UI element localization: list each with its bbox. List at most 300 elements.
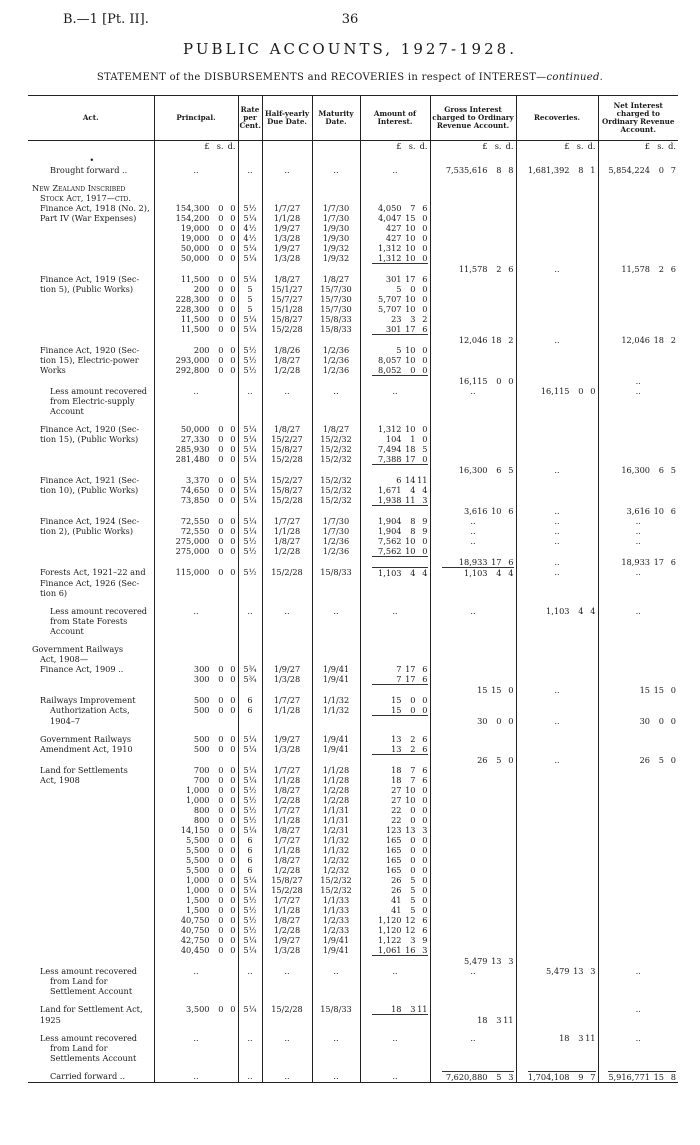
table-row <box>28 526 678 536</box>
act-cell <box>28 945 154 956</box>
money-pence: 0 <box>230 202 236 213</box>
amount-cell <box>360 986 430 996</box>
rate-cell: 5¼ <box>238 454 262 465</box>
rate-cell: 5¼ <box>238 885 262 895</box>
table-row <box>28 734 678 744</box>
due-cell: 1/7/27 <box>262 835 312 845</box>
due-cell <box>262 726 312 734</box>
due-cell: 1/8/27 <box>262 274 312 284</box>
recov-cell <box>516 495 598 506</box>
act-cell: tion 5), (Public Works) <box>40 283 134 294</box>
maturity-cell: 15/2/32 <box>312 485 360 495</box>
rate-cell: 5¼ <box>238 935 262 945</box>
money-pence: 0 <box>230 694 236 705</box>
amount-cell <box>360 996 430 1004</box>
gross-cell <box>430 775 516 785</box>
maturity-cell: 1/8/27 <box>312 424 360 434</box>
rate-cell <box>238 193 262 203</box>
recov-cell <box>516 304 598 314</box>
table-row <box>28 744 678 755</box>
rate-cell <box>238 1063 262 1071</box>
maturity-cell: 1/1/31 <box>312 805 360 815</box>
money-pence: 4 <box>508 567 514 578</box>
money-shillings: 11 <box>405 494 416 505</box>
maturity-cell <box>312 1025 360 1033</box>
principal-cell <box>154 744 238 755</box>
rate-cell: 5½ <box>238 567 262 578</box>
money-pounds: 11,500 <box>180 273 210 284</box>
money-pounds: 26 <box>477 754 488 765</box>
money-pence: 0 <box>230 453 236 464</box>
principal-cell <box>154 454 238 465</box>
money-shillings: 0 <box>410 854 416 865</box>
net-cell <box>598 1053 678 1063</box>
net-cell <box>598 775 678 785</box>
money-pounds: 19,000 <box>180 222 210 233</box>
table-row <box>28 365 678 376</box>
money-pounds: 11,578 <box>458 263 488 274</box>
due-cell: 1/9/27 <box>262 734 312 744</box>
money-pence: 0 <box>230 364 236 375</box>
money-pence: 0 <box>508 715 514 726</box>
maturity-cell <box>312 1015 360 1025</box>
money-pence: 6 <box>422 202 428 213</box>
table-row <box>28 1015 678 1025</box>
money-pence: 0 <box>230 354 236 365</box>
maturity-cell: 1/7/30 <box>312 213 360 223</box>
due-cell <box>262 644 312 654</box>
table-row <box>28 825 678 835</box>
recov-cell: .. <box>516 465 598 475</box>
amount-cell: .. <box>360 1033 430 1043</box>
money-pence: 5 <box>508 464 514 475</box>
money-pounds: 500 <box>193 694 210 705</box>
money-pence: 0 <box>670 715 676 726</box>
principal-cell: .. <box>154 386 238 396</box>
due-cell <box>262 1025 312 1033</box>
money-pounds: 13 <box>391 743 402 754</box>
table-row <box>28 705 678 716</box>
amount-cell <box>360 626 430 636</box>
money-pence: 0 <box>422 874 428 885</box>
table-row <box>28 567 678 578</box>
money-shillings: 4 <box>578 605 584 616</box>
maturity-cell <box>312 193 360 203</box>
money-pounds: 5,916,771 <box>608 1071 650 1082</box>
net-cell <box>598 755 678 765</box>
recov-cell <box>516 284 598 294</box>
money-shillings: 0 <box>218 545 224 556</box>
money-shillings: 10 <box>405 535 416 546</box>
rate-cell <box>238 155 262 165</box>
money-pence: 11 <box>417 1003 428 1014</box>
principal-cell <box>154 1004 238 1015</box>
net-cell <box>598 314 678 324</box>
net-cell <box>598 654 678 664</box>
money-pence: 0 <box>230 814 236 825</box>
money-pence: 6 <box>422 764 428 775</box>
principal-cell <box>154 588 238 598</box>
gross-cell <box>430 253 516 264</box>
principal-cell <box>154 1015 238 1025</box>
act-cell: Works <box>40 364 66 375</box>
principal-cell <box>154 644 238 654</box>
act-cell <box>28 444 154 454</box>
principal-cell <box>154 536 238 546</box>
money-pounds: 228,300 <box>175 293 210 304</box>
money-shillings: 10 <box>405 423 416 434</box>
principal-cell <box>154 557 238 567</box>
money-pence: 0 <box>508 375 514 386</box>
money-pounds: 16,115 <box>540 385 570 396</box>
gross-cell <box>430 485 516 495</box>
due-cell: 1/8/27 <box>262 355 312 365</box>
money-shillings: 8 <box>410 525 416 536</box>
recov-cell <box>516 835 598 845</box>
maturity-cell <box>312 636 360 644</box>
money-pounds: 18 <box>391 1003 402 1014</box>
rate-cell: 6 <box>238 695 262 705</box>
principal-cell <box>154 314 238 324</box>
act-cell: Railways Improvement <box>40 694 136 705</box>
money-pence: 0 <box>590 385 596 396</box>
units-due <box>262 141 312 155</box>
recov-cell <box>516 274 598 284</box>
principal-cell <box>154 885 238 895</box>
units-maturity <box>312 141 360 155</box>
rate-cell: .. <box>238 606 262 616</box>
money-pounds: 285,930 <box>175 443 210 454</box>
amount-cell <box>360 376 430 386</box>
money-pence: 0 <box>422 814 428 825</box>
principal-cell <box>154 598 238 606</box>
page-title: PUBLIC ACCOUNTS, 1927-1928. <box>183 40 517 58</box>
money-pounds: 74,650 <box>180 484 210 495</box>
due-cell: 1/2/28 <box>262 546 312 557</box>
table-row <box>28 376 678 386</box>
maturity-cell: 1/2/31 <box>312 825 360 835</box>
act-cell: Brought forward .. <box>50 164 128 175</box>
gross-cell <box>430 825 516 835</box>
money-pounds: 7,535,616 <box>445 164 488 175</box>
net-cell <box>598 434 678 444</box>
net-cell <box>598 294 678 304</box>
amount-cell <box>360 744 430 755</box>
principal-cell: .. <box>154 165 238 175</box>
gross-cell <box>430 454 516 465</box>
gross-cell <box>430 626 516 636</box>
money-pence: 3 <box>508 955 514 966</box>
net-cell <box>598 203 678 213</box>
gross-cell <box>430 223 516 233</box>
net-cell <box>598 664 678 674</box>
amount-cell <box>360 598 430 606</box>
due-cell: .. <box>262 165 312 175</box>
money-shillings: 5 <box>496 1071 502 1082</box>
amount-cell <box>360 193 430 203</box>
gross-cell <box>430 324 516 335</box>
principal-cell <box>154 465 238 475</box>
money-shillings: 12 <box>405 914 416 925</box>
money-pounds: 16,115 <box>458 375 488 386</box>
money-pounds: 72,550 <box>180 515 210 526</box>
money-shillings: 0 <box>218 924 224 935</box>
net-cell <box>598 335 678 345</box>
money-pence: 0 <box>230 525 236 536</box>
recov-cell: .. <box>516 685 598 695</box>
money-shillings: 0 <box>218 944 224 955</box>
money-shillings: 0 <box>496 375 502 386</box>
money-shillings: 0 <box>410 834 416 845</box>
money-pounds: 5,500 <box>186 854 210 865</box>
principal-cell <box>154 695 238 705</box>
maturity-cell <box>312 598 360 606</box>
due-cell: 1/7/27 <box>262 765 312 775</box>
net-cell <box>598 406 678 416</box>
act-cell: tion 10), (Public Works) <box>40 484 139 495</box>
recov-cell <box>516 434 598 444</box>
due-cell: 1/7/27 <box>262 695 312 705</box>
due-cell: 1/1/28 <box>262 775 312 785</box>
recov-cell: .. <box>516 264 598 274</box>
due-cell <box>262 264 312 274</box>
due-cell: 15/1/28 <box>262 304 312 314</box>
money-pounds: 1,061 <box>378 944 402 955</box>
act-cell: Finance Act, 1919 (Sec- <box>40 273 140 284</box>
money-pence: 6 <box>670 556 676 567</box>
act-cell <box>28 865 154 875</box>
amount-cell <box>360 805 430 815</box>
money-pounds: 1,103 <box>378 567 402 578</box>
money-shillings: 15 <box>653 1071 664 1082</box>
principal-cell <box>154 304 238 314</box>
money-shillings: 0 <box>218 453 224 464</box>
rate-cell: 5¼ <box>238 765 262 775</box>
table-row <box>28 243 678 253</box>
net-cell: .. <box>598 516 678 526</box>
maturity-cell <box>312 406 360 416</box>
money-pence: 0 <box>670 754 676 765</box>
maturity-cell: 1/2/36 <box>312 355 360 365</box>
net-cell <box>598 355 678 365</box>
gross-cell <box>430 1053 516 1063</box>
money-pounds: 5,500 <box>186 834 210 845</box>
money-pounds: 5,500 <box>186 864 210 875</box>
due-cell <box>262 1063 312 1071</box>
money-pence: 0 <box>508 684 514 695</box>
act-cell <box>28 845 154 855</box>
money-pence: 0 <box>230 242 236 253</box>
money-shillings: 10 <box>405 784 416 795</box>
amount-cell <box>360 674 430 685</box>
act-cell: Finance Act, 1909 .. <box>40 663 124 674</box>
table-row <box>28 716 678 726</box>
maturity-cell <box>312 996 360 1004</box>
principal-cell <box>154 805 238 815</box>
maturity-cell: 1/2/33 <box>312 925 360 935</box>
net-cell <box>598 986 678 996</box>
money-pence: 0 <box>230 303 236 314</box>
net-cell <box>598 444 678 454</box>
money-pounds: 14,150 <box>180 824 210 835</box>
table-row <box>28 406 678 416</box>
amount-cell <box>360 454 430 465</box>
amount-cell <box>360 616 430 626</box>
amount-cell <box>360 516 430 526</box>
act-cell: from Electric-supply <box>50 395 135 406</box>
act-cell: Account <box>50 405 84 416</box>
gross-cell <box>430 304 516 314</box>
rate-cell <box>238 557 262 567</box>
gross-cell <box>430 915 516 925</box>
table-row <box>28 905 678 915</box>
amount-cell <box>360 406 430 416</box>
recov-cell <box>516 616 598 626</box>
units-principal: £ s. d. <box>154 141 238 155</box>
maturity-cell <box>312 557 360 567</box>
gross-cell: .. <box>430 386 516 396</box>
col-net-interest: Net Interest charged to Ordinary Revenue Account. <box>598 96 678 141</box>
rate-cell: 5¼ <box>238 485 262 495</box>
recov-cell: .. <box>516 536 598 546</box>
money-pounds: 23 <box>391 313 402 324</box>
money-shillings: 14 <box>405 474 416 485</box>
money-pence: 0 <box>230 344 236 355</box>
money-pence: 9 <box>422 525 428 536</box>
spacer-row <box>28 726 678 734</box>
gross-cell <box>430 193 516 203</box>
table-row <box>28 578 678 588</box>
principal-cell <box>154 424 238 434</box>
table-row <box>28 845 678 855</box>
net-cell <box>598 835 678 845</box>
recov-cell <box>516 233 598 243</box>
net-cell <box>598 598 678 606</box>
net-cell <box>598 616 678 626</box>
spacer-row <box>28 636 678 644</box>
money-shillings: 0 <box>218 323 224 334</box>
net-cell <box>598 506 678 516</box>
gross-cell: .. <box>430 966 516 976</box>
table-row <box>28 203 678 213</box>
money-pounds: 3,616 <box>464 505 488 516</box>
principal-cell <box>154 626 238 636</box>
act-cell <box>28 815 154 825</box>
money-pounds: 500 <box>193 704 210 715</box>
rate-cell: 5¼ <box>238 495 262 506</box>
money-pence: 0 <box>230 914 236 925</box>
money-pence: 0 <box>230 784 236 795</box>
money-shillings: 17 <box>491 556 502 567</box>
due-cell: 1/8/27 <box>262 785 312 795</box>
act-cell: Settlement Account <box>50 985 133 996</box>
principal-cell <box>154 444 238 454</box>
table-row <box>28 674 678 685</box>
rate-cell <box>238 996 262 1004</box>
money-pence: 0 <box>230 743 236 754</box>
amount-cell <box>360 755 430 765</box>
money-shillings: 0 <box>218 443 224 454</box>
table-row <box>28 654 678 664</box>
money-pounds: 7 <box>396 673 402 684</box>
maturity-cell: 1/7/30 <box>312 526 360 536</box>
money-pence: 0 <box>230 1003 236 1014</box>
money-pounds: 12,046 <box>458 334 488 345</box>
maturity-cell: 15/2/32 <box>312 454 360 465</box>
money-pence: 0 <box>230 283 236 294</box>
due-cell <box>262 557 312 567</box>
amount-cell <box>360 465 430 475</box>
table-row <box>28 1033 678 1043</box>
money-pounds: 275,000 <box>175 535 210 546</box>
recov-cell <box>516 734 598 744</box>
money-pounds: 5,707 <box>378 293 402 304</box>
money-pence: 5 <box>422 443 428 454</box>
money-pence: 0 <box>230 824 236 835</box>
amount-cell <box>360 264 430 274</box>
gross-cell <box>430 376 516 386</box>
rate-cell <box>238 644 262 654</box>
money-pounds: 275,000 <box>175 545 210 556</box>
maturity-cell <box>312 1043 360 1053</box>
gross-cell <box>430 664 516 674</box>
maturity-cell <box>312 626 360 636</box>
maturity-cell: 15/7/30 <box>312 284 360 294</box>
net-cell <box>598 485 678 495</box>
money-shillings: 0 <box>218 914 224 925</box>
act-cell: tion 6) <box>40 587 68 598</box>
maturity-cell: 15/7/30 <box>312 294 360 304</box>
due-cell <box>262 155 312 165</box>
table-row <box>28 434 678 444</box>
money-shillings: 0 <box>410 694 416 705</box>
money-pence: 0 <box>422 293 428 304</box>
money-pounds: 27,330 <box>180 433 210 444</box>
money-shillings: 0 <box>218 774 224 785</box>
money-pounds: 1,120 <box>378 914 402 925</box>
money-shillings: 3 <box>410 934 416 945</box>
money-pence: 3 <box>590 965 596 976</box>
rate-cell: 6 <box>238 705 262 716</box>
recov-cell <box>516 966 598 976</box>
gross-cell <box>430 905 516 915</box>
recov-cell <box>516 765 598 775</box>
table-row <box>28 805 678 815</box>
money-pounds: 1,000 <box>186 794 210 805</box>
act-cell: Finance Act, 1920 (Sec- <box>40 423 140 434</box>
money-pence: 0 <box>230 904 236 915</box>
due-cell: 1/8/26 <box>262 345 312 355</box>
maturity-cell: 1/2/36 <box>312 546 360 557</box>
net-cell <box>598 1063 678 1071</box>
maturity-cell: 15/8/33 <box>312 324 360 335</box>
amount-cell <box>360 475 430 485</box>
money-shillings: 0 <box>218 566 224 577</box>
net-cell <box>598 905 678 915</box>
money-shillings: 13 <box>573 965 584 976</box>
table-row <box>28 345 678 355</box>
maturity-cell: 1/2/33 <box>312 915 360 925</box>
gross-cell <box>430 765 516 775</box>
money-shillings: 10 <box>405 252 416 263</box>
gross-cell <box>430 495 516 506</box>
money-shillings: 12 <box>405 924 416 935</box>
principal-cell <box>154 734 238 744</box>
recov-cell <box>516 935 598 945</box>
maturity-cell <box>312 755 360 765</box>
money-shillings: 8 <box>410 515 416 526</box>
act-cell <box>28 253 154 264</box>
